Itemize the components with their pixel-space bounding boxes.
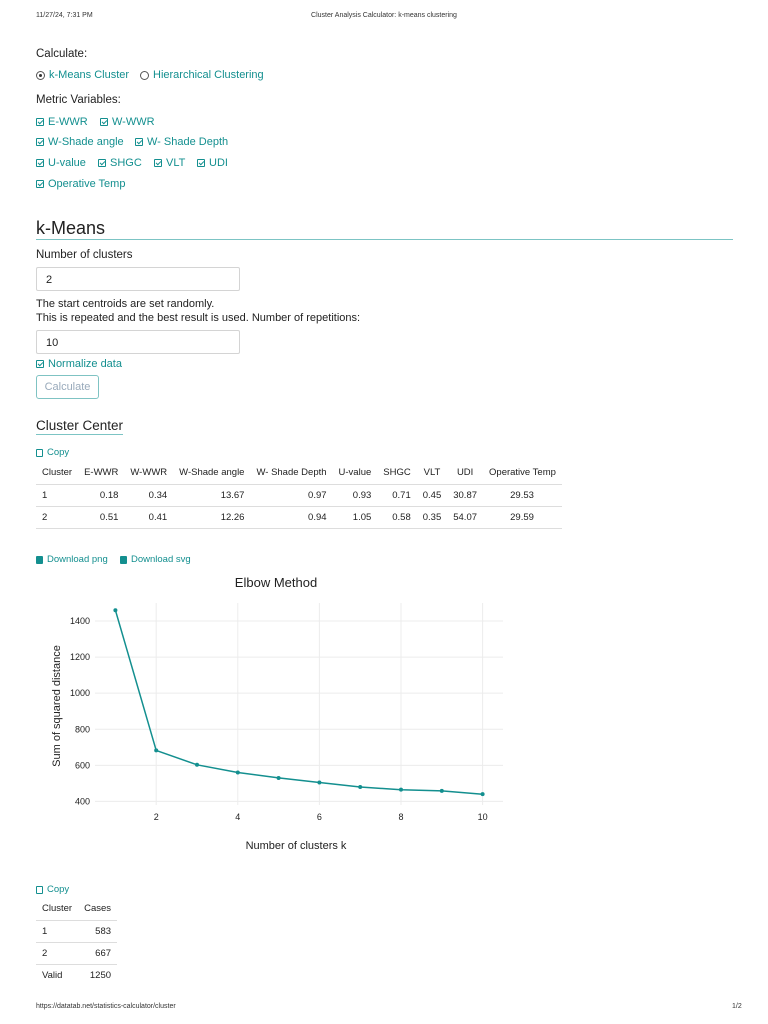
checkbox-label: U-value — [48, 157, 86, 169]
table-cell: 30.87 — [453, 489, 478, 501]
checkbox-label: VLT — [166, 157, 186, 169]
download-label: Download png — [47, 554, 108, 565]
table-header: U-value — [338, 467, 372, 479]
elbow-chart — [0, 565, 768, 865]
table-header-row — [36, 898, 117, 920]
checkbox-label: SHGC — [110, 157, 142, 169]
checkbox-checked-icon — [135, 138, 143, 146]
data-point — [399, 788, 403, 792]
checkbox-w-shade-angle[interactable] — [36, 136, 124, 148]
x-axis-label: Number of clusters k — [245, 840, 347, 852]
data-point — [113, 608, 117, 612]
table-cell: 0.35 — [422, 511, 442, 523]
download-icon — [36, 556, 43, 564]
table-row — [36, 484, 562, 506]
table-cell: 29.53 — [510, 489, 534, 501]
metric-label: Metric Variables: — [36, 94, 121, 106]
table-header: Cluster — [42, 467, 73, 479]
y-tick-label: 800 — [74, 724, 90, 735]
series-line — [115, 610, 482, 794]
table-row — [36, 942, 117, 964]
data-point — [358, 785, 362, 789]
table-cell: 0.45 — [422, 489, 442, 501]
x-tick-label: 2 — [153, 812, 159, 822]
x-tick-label: 4 — [235, 812, 241, 822]
table-cell: 0.41 — [148, 511, 168, 523]
chart-title: Elbow Method — [234, 575, 318, 590]
checkbox-checked-icon — [197, 159, 205, 167]
data-point — [317, 780, 321, 784]
table-header: W- Shade Depth — [256, 467, 327, 479]
table-row — [36, 920, 117, 942]
table-header: Operative Temp — [489, 467, 556, 479]
checkbox-e-wwr[interactable] — [36, 116, 88, 128]
table-header: Cases — [84, 903, 112, 915]
table-cell: 0.34 — [148, 489, 168, 501]
table-cell: 0.93 — [352, 489, 372, 501]
data-point — [195, 763, 199, 767]
section-title: k-Means — [36, 218, 106, 238]
y-tick-label: 400 — [74, 796, 90, 807]
checkbox-checked-icon — [100, 118, 108, 126]
x-tick-label: 8 — [398, 812, 404, 822]
start-text-2: This is repeated and the best result is used. Number of repetitions: — [36, 312, 361, 324]
radio-unselected-icon — [140, 71, 149, 80]
checkbox-label: UDI — [209, 157, 228, 169]
checkbox-label: W-WWR — [112, 116, 155, 128]
cluster-center-title: Cluster Center — [36, 418, 124, 433]
table-cell: 13.67 — [220, 489, 245, 501]
table-cell: 583 — [95, 925, 112, 937]
x-tick-label: 6 — [316, 812, 322, 822]
table-row — [36, 506, 562, 528]
table-cell: 0.58 — [392, 511, 411, 523]
checkbox-checked-icon — [154, 159, 162, 167]
table-cell: 2 — [42, 947, 48, 959]
data-point — [236, 771, 240, 775]
num-clusters-input[interactable]: 2 — [36, 267, 240, 291]
checkbox-udi[interactable] — [197, 157, 228, 169]
print-datetime: 11/27/24, 7:31 PM — [36, 12, 93, 19]
calculate-label: Calculate: — [36, 48, 88, 60]
checkbox-operative-temp[interactable] — [36, 178, 125, 190]
section-divider — [36, 239, 733, 240]
table-header: W-Shade angle — [179, 467, 245, 479]
checkbox-vlt[interactable] — [154, 157, 185, 169]
copy-label: Copy — [47, 447, 70, 458]
table-cell: 0.18 — [99, 489, 119, 501]
table-cell: 0.71 — [392, 489, 411, 501]
table-header: W-WWR — [130, 467, 168, 479]
calculate-button[interactable]: Calculate — [36, 375, 99, 399]
checkbox-shgc[interactable] — [98, 157, 142, 169]
checkbox-w-shade-depth[interactable] — [135, 136, 228, 148]
checkbox-checked-icon — [36, 180, 44, 188]
table-header: Cluster — [42, 903, 73, 915]
print-title: Cluster Analysis Calculator: k-means clustering — [311, 12, 457, 19]
table-header: UDI — [456, 467, 474, 479]
num-clusters-label: Number of clusters — [36, 249, 133, 261]
x-tick-label: 10 — [477, 812, 488, 822]
copy-cluster-center[interactable] — [36, 447, 69, 458]
checkbox-label: W-Shade angle — [48, 136, 124, 148]
table-cell: 1 — [42, 925, 48, 937]
table-cell: 1250 — [89, 969, 112, 981]
table-cell: 2 — [42, 511, 48, 523]
table-cell: 12.26 — [220, 511, 245, 523]
print-url: https://datatab.net/statistics-calculator/cluster — [36, 1003, 176, 1010]
download-svg-link[interactable] — [120, 554, 191, 565]
checkbox-label: W- Shade Depth — [147, 136, 229, 148]
checkbox-label: Normalize data — [48, 358, 122, 370]
table-header: SHGC — [383, 467, 411, 479]
cluster-center-table — [36, 462, 562, 529]
download-label: Download svg — [131, 554, 191, 565]
radio-hierarchical[interactable] — [140, 69, 264, 81]
y-tick-label: 600 — [74, 760, 90, 771]
data-point — [277, 776, 281, 780]
data-point — [154, 748, 158, 752]
cases-table — [36, 898, 117, 986]
table-cell: 54.07 — [453, 511, 478, 523]
y-tick-label: 1200 — [69, 652, 90, 663]
table-cell: 0.97 — [308, 489, 327, 501]
checkbox-checked-icon — [36, 159, 44, 167]
checkbox-checked-icon — [36, 118, 44, 126]
download-png-link[interactable] — [36, 554, 108, 565]
table-header: VLT — [423, 467, 441, 479]
data-point — [440, 789, 444, 793]
table-cell: 1 — [42, 489, 48, 501]
y-tick-label: 1400 — [69, 616, 90, 627]
y-tick-label: 1000 — [69, 688, 90, 699]
start-text-1: The start centroids are set randomly. — [36, 298, 215, 310]
table-cell: Valid — [42, 969, 63, 981]
checkbox-checked-icon — [98, 159, 106, 167]
checkbox-label: Operative Temp — [48, 178, 126, 190]
radio-kmeans[interactable] — [36, 69, 129, 81]
checkbox-normalize[interactable] — [36, 358, 122, 370]
table-cell: 0.51 — [99, 511, 119, 523]
checkbox-u-value[interactable] — [36, 157, 86, 169]
table-header-row — [36, 462, 562, 484]
table-cell: 667 — [95, 947, 112, 959]
data-point — [481, 792, 485, 796]
clipboard-icon — [36, 449, 43, 457]
download-icon — [120, 556, 127, 564]
copy-cases[interactable] — [36, 884, 69, 895]
clipboard-icon — [36, 886, 43, 894]
repetitions-input[interactable]: 10 — [36, 330, 240, 354]
table-row — [36, 964, 117, 986]
checkbox-label: E-WWR — [48, 116, 88, 128]
radio-selected-icon — [36, 71, 45, 80]
radio-label: Hierarchical Clustering — [153, 69, 264, 81]
table-cell: 0.94 — [308, 511, 327, 523]
checkbox-w-wwr[interactable] — [100, 116, 155, 128]
checkbox-checked-icon — [36, 360, 44, 368]
checkbox-checked-icon — [36, 138, 44, 146]
table-header: E-WWR — [84, 467, 119, 479]
print-page: 1/2 — [732, 1003, 742, 1010]
copy-label: Copy — [47, 884, 70, 895]
table-cell: 1.05 — [352, 511, 372, 523]
table-cell: 29.59 — [510, 511, 534, 523]
radio-label: k-Means Cluster — [49, 69, 130, 81]
y-axis-label: Sum of squared distance — [51, 645, 63, 767]
